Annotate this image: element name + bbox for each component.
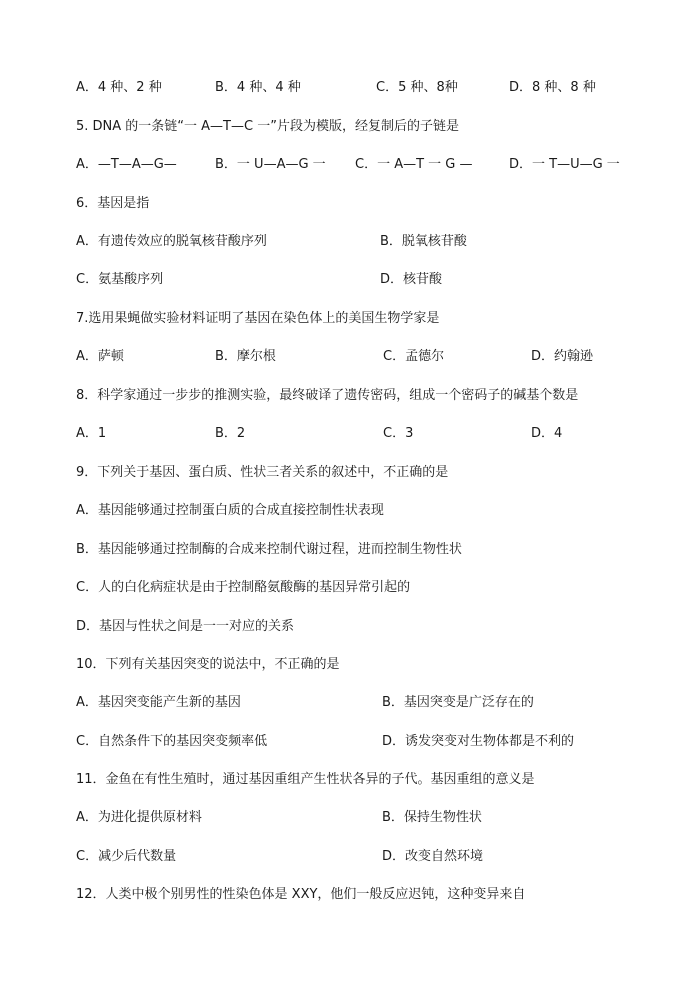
q12-stem: 12．人类中极个别男性的性染色体是 XXY，他们一般反应迟钝，这种变异来自 [76, 887, 526, 902]
q10-option-d: D．诱发突变对生物体都是不利的 [382, 734, 575, 749]
q4-option-a: A．4 种、2 种 [76, 80, 162, 95]
q11-option-c: C．减少后代数量 [76, 849, 177, 864]
q8-option-c: C．3 [383, 426, 414, 441]
q6-option-b: B．脱氧核苷酸 [380, 234, 467, 249]
q8-option-a: A．1 [76, 426, 107, 441]
q5-option-c: C．一 A—T 一 G — [355, 157, 473, 172]
q5-stem: 5. DNA 的一条链“一 A—T—C 一”片段为模版，经复制后的子链是 [76, 119, 459, 134]
q11-stem: 11．金鱼在有性生殖时，通过基因重组产生性状各异的子代。基因重组的意义是 [76, 772, 535, 787]
q7-stem: 7.选用果蝇做实验材料证明了基因在染色体上的美国生物学家是 [76, 311, 440, 326]
q6-option-d: D．核苷酸 [380, 272, 443, 287]
q6-option-c: C．氨基酸序列 [76, 272, 164, 287]
q10-option-a: A．基因突变能产生新的基因 [76, 695, 241, 710]
q6-option-a: A．有遗传效应的脱氧核苷酸序列 [76, 234, 267, 249]
q7-option-b: B．摩尔根 [215, 349, 276, 364]
q9-option-d: D．基因与性状之间是一一对应的关系 [76, 619, 295, 634]
q11-option-d: D．改变自然环境 [382, 849, 484, 864]
q4-option-c: C．5 种、8种 [376, 80, 458, 95]
q8-stem: 8．科学家通过一步步的推测实验，最终破译了遗传密码，组成一个密码子的碱基个数是 [76, 388, 579, 403]
q7-option-c: C．孟德尔 [383, 349, 445, 364]
q10-option-b: B．基因突变是广泛存在的 [382, 695, 534, 710]
q6-stem: 6．基因是指 [76, 196, 150, 211]
q4-option-b: B．4 种、4 种 [215, 80, 301, 95]
q8-option-b: B．2 [215, 426, 246, 441]
q10-stem: 10．下列有关基因突变的说法中，不正确的是 [76, 657, 340, 672]
q9-option-c: C．人的白化病症状是由于控制酪氨酸酶的基因异常引起的 [76, 580, 411, 595]
q5-option-d: D．一 T—U—G 一 [509, 157, 620, 172]
q9-option-b: B．基因能够通过控制酶的合成来控制代谢过程，进而控制生物性状 [76, 542, 462, 557]
q11-option-b: B．保持生物性状 [382, 810, 482, 825]
q4-option-d: D．8 种、8 种 [509, 80, 596, 95]
q9-stem: 9．下列关于基因、蛋白质、性状三者关系的叙述中，不正确的是 [76, 465, 449, 480]
q7-option-a: A．萨顿 [76, 349, 124, 364]
q9-option-a: A．基因能够通过控制蛋白质的合成直接控制性状表现 [76, 503, 384, 518]
q8-option-d: D．4 [531, 426, 563, 441]
q10-option-c: C．自然条件下的基因突变频率低 [76, 734, 268, 749]
q5-option-a: A．—T—A—G— [76, 157, 177, 172]
q5-option-b: B．一 U—A—G 一 [215, 157, 326, 172]
q7-option-d: D．约翰逊 [531, 349, 594, 364]
q11-option-a: A．为进化提供原材料 [76, 810, 202, 825]
